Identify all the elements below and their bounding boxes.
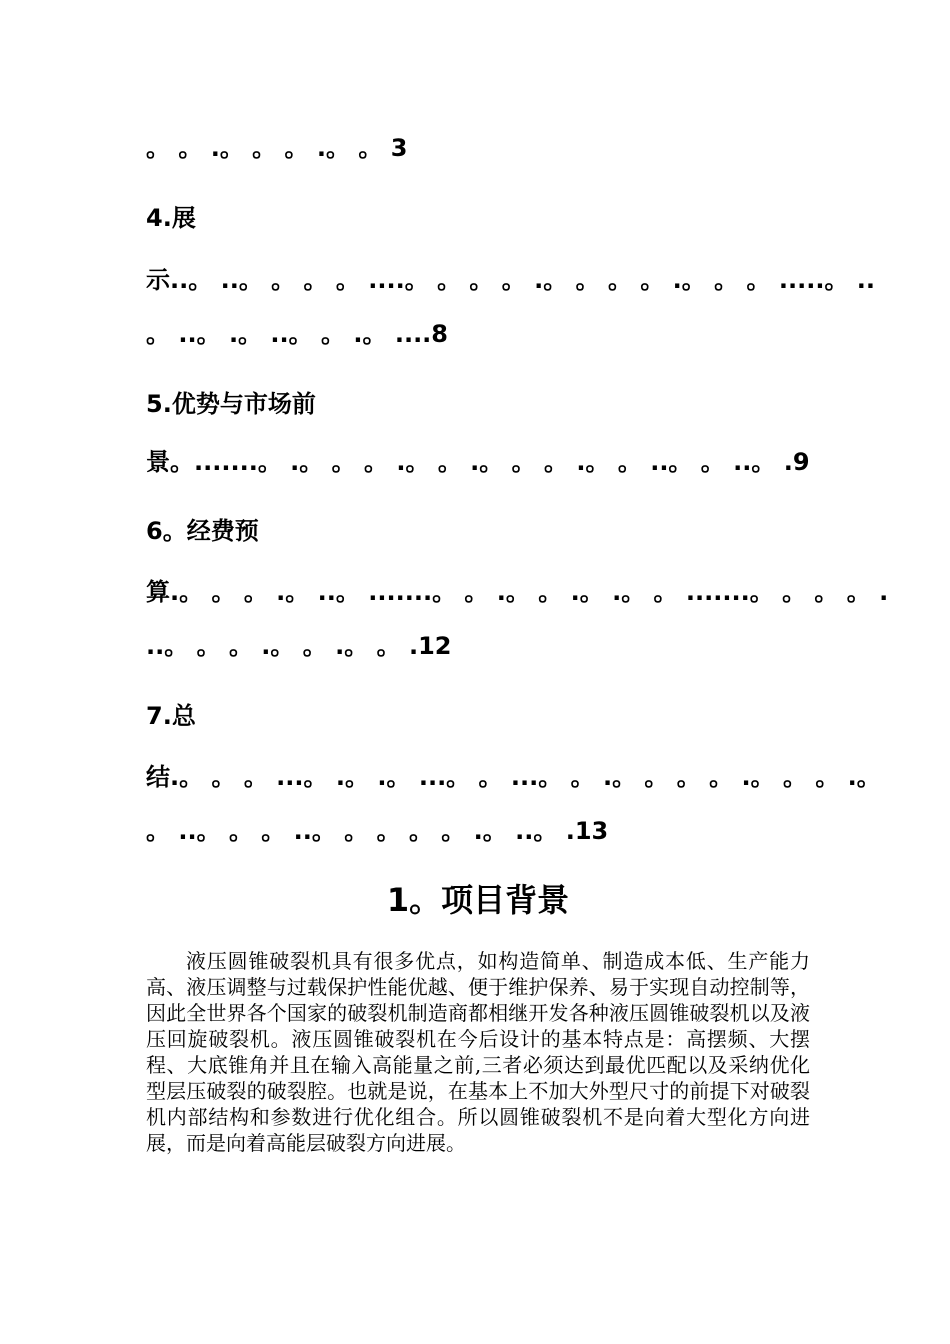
toc-entry-3-leader[interactable]: 。 。 .。 。 。 .。 。 3 [146,134,408,162]
toc-entry-4-leader[interactable]: 示..。 ..。 。 。 。 ....。 。 。 。 .。 。 。 。 .。 。 。 .....。 .. [146,266,876,294]
document-page [146,0,889,1344]
toc-entry-7-title[interactable]: 7.总 [146,702,196,730]
toc-entry-5-title[interactable]: 5.优势与市场前 [146,390,316,418]
toc-entry-7-page[interactable]: 。 ..。 。 。 ..。 。 。 。 。 .。 ..。 .13 [146,817,609,845]
toc-entry-6-title[interactable]: 6。经费预 [146,517,259,545]
section-title: 1。项目背景 [386,881,570,919]
toc-entry-4-title[interactable]: 4.展 [146,204,196,232]
toc-entry-4-page[interactable]: 。 ..。 .。 ..。 。 .。 ....8 [146,320,449,348]
toc-entry-7-leader[interactable]: 结.。 。 。 ...。 .。 .。 ...。 。 ...。 。 .。 。 。 。 .。 。 。 .。 [146,763,881,791]
toc-entry-6-leader[interactable]: 算.。 。 。 .。 ..。 .......。 。 .。 。 .。 .。 。 .......。 。 。 。 . [146,578,889,606]
toc-entry-5-leader[interactable]: 景。.......。 .。 。 。 .。 。 .。 。 。 .。 。 ..。 。 ..。 .9 [146,448,810,476]
toc-entry-6-page[interactable]: ..。 。 。 .。 。 .。 。 .12 [146,632,452,660]
section-paragraph: 液压圆锥破裂机具有很多优点，如构造简单、制造成本低、生产能力高、液压调整与过载保护性能优越、便于维护保养、易于实现自动控制等，因此全世界各个国家的破裂机制造商都相继开发各种液压圆锥破裂机以及液压回旋破裂机。液压圆锥破裂机在今后设计的基本特点是：高摆频、大摆程、大底锥角并且在输入高能量之前,三者必须达到最优匹配以及采纳优化型层压破裂的破裂腔。也就是说，在基本上不加大外型尺寸的前提下对破裂机内部结构和参数进行优化组合。所以圆锥破裂机不是向着大型化方向进展，而是向着高能层破裂方向进展。 [146,949,810,1155]
